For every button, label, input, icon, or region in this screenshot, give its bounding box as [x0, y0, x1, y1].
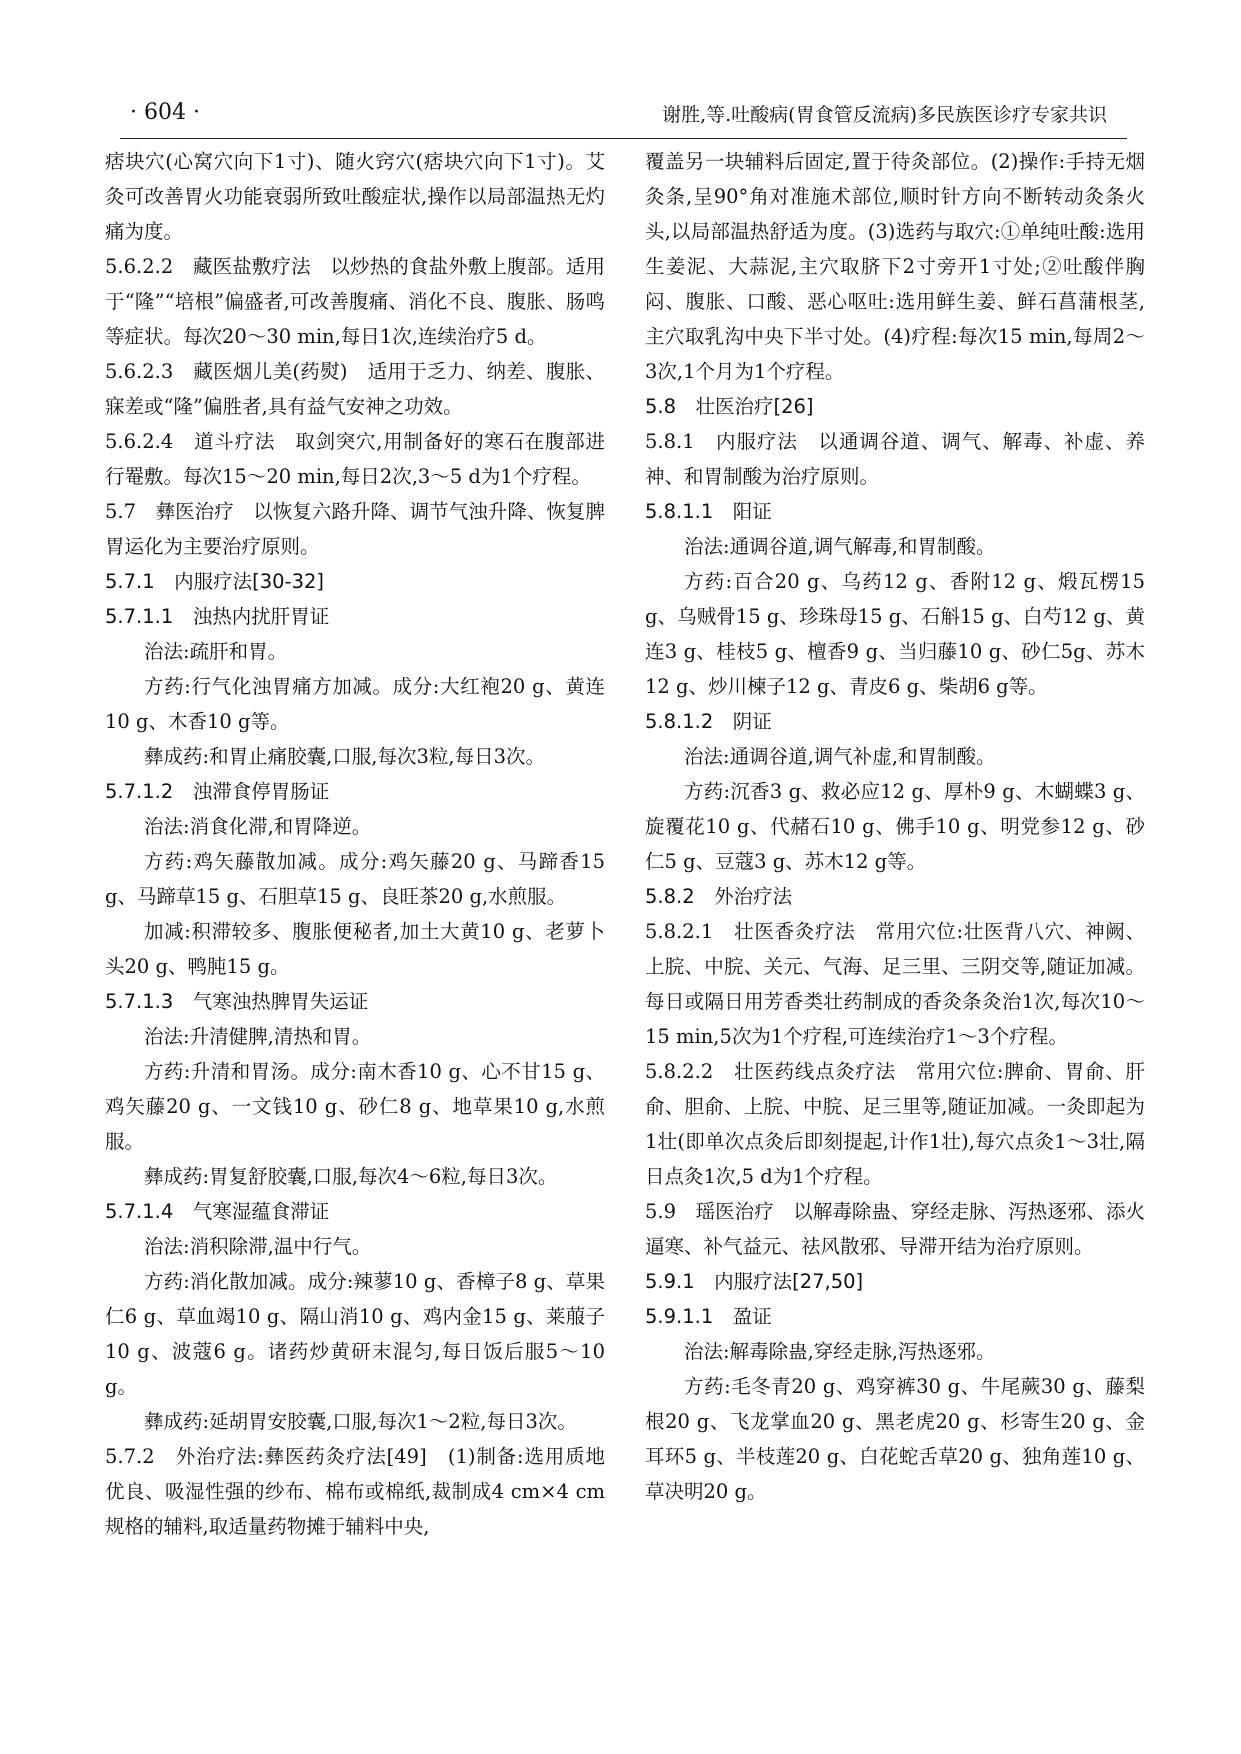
body-paragraph: 方药:升清和胃汤。成分:南木香10 g、心不甘15 g、鸡矢藤20 g、一文钱10 g、砂仁8 g、地草果10 g,水煎服。: [105, 1060, 605, 1153]
body-paragraph: 治法:通调谷道,调气补虚,和胃制酸。: [684, 745, 996, 768]
section-heading: 5.8.2 外治疗法: [645, 885, 793, 908]
running-title: 谢胜,等.吐酸病(胃食管反流病)多民族医诊疗专家共识: [662, 104, 1107, 126]
body-paragraph: 5.6.2.3 藏医烟儿美(药熨) 适用于乏力、纳差、腹胀、寐差或“隆”偏胜者,具有益气安神之功效。: [105, 360, 605, 418]
body-paragraph: 方药:百合20 g、乌药12 g、香附12 g、煅瓦楞15 g、乌贼骨15 g、珍珠母15 g、石斛15 g、白芍12 g、黄连3 g、桂枝5 g、檀香9 g、当归藤10 g、砂仁5g、苏木12 g、炒川楝子12 g、青皮6 g、柴胡6 g等。: [645, 570, 1145, 698]
body-paragraph: 加减:积滞较多、腹胀便秘者,加土大黄10 g、老萝卜头20 g、鸭肫15 g。: [105, 920, 605, 978]
header-rule: [120, 138, 1127, 139]
section-heading: 5.8.1.2 阴证: [645, 710, 772, 733]
body-paragraph: 5.7.2 外治疗法:彝医药灸疗法[49] (1)制备:选用质地优良、吸湿性强的纱布、棉布或棉纸,裁制成4 cm×4 cm规格的辅料,取适量药物摊于辅料中央,: [105, 1445, 605, 1538]
body-paragraph: 彝成药:延胡胃安胶囊,口服,每次1～2粒,每日3次。: [144, 1410, 577, 1433]
section-heading: 5.7.1.4 气寒湿蕴食滞证: [105, 1200, 330, 1223]
section-heading: 5.9.1 内服疗法[27,50]: [645, 1270, 864, 1293]
page-header: [120, 96, 1121, 134]
left-column: [105, 144, 605, 1544]
section-heading: 5.7.1 内服疗法[30-32]: [105, 570, 324, 593]
section-heading: 5.8 壮医治疗[26]: [645, 395, 814, 418]
section-heading: 5.7.1.3 气寒浊热脾胃失运证: [105, 990, 369, 1013]
body-paragraph: 方药:消化散加减。成分:辣蓼10 g、香樟子8 g、草果仁6 g、草血竭10 g、隔山消10 g、鸡内金15 g、莱菔子10 g、波蔻6 g。诸药炒黄研末混匀,每日饭后服5～10 g。: [105, 1270, 605, 1398]
body-paragraph: 彝成药:胃复舒胶囊,口服,每次4～6粒,每日3次。: [144, 1165, 558, 1188]
body-paragraph: 方药:沉香3 g、救必应12 g、厚朴9 g、木蝴蝶3 g、旋覆花10 g、代赭石10 g、佛手10 g、明党参12 g、砂仁5 g、豆蔻3 g、苏木12 g等。: [645, 780, 1145, 873]
body-paragraph: 5.9 瑶医治疗 以解毒除蛊、穿经走脉、泻热逐邪、添火逼寒、补气益元、祛风散邪、导滞开结为治疗原则。: [645, 1200, 1145, 1258]
body-paragraph: 5.8.1 内服疗法 以通调谷道、调气、解毒、补虚、养神、和胃制酸为治疗原则。: [645, 430, 1145, 488]
body-paragraph: 彝成药:和胃止痛胶囊,口服,每次3粒,每日3次。: [144, 745, 545, 768]
body-paragraph: 治法:通调谷道,调气解毒,和胃制酸。: [684, 535, 996, 558]
section-heading: 5.9.1.1 盈证: [645, 1305, 772, 1328]
body-paragraph: 痞块穴(心窝穴向下1寸)、随火窍穴(痞块穴向下1寸)。艾灸可改善胃火功能衰弱所致吐酸症状,操作以局部温热无灼痛为度。: [105, 150, 605, 243]
body-paragraph: 治法:消积除滞,温中行气。: [144, 1235, 372, 1258]
section-heading: 5.7.1.1 浊热内扰肝胃证: [105, 605, 330, 628]
section-heading: 5.8.1.1 阳证: [645, 500, 772, 523]
body-paragraph: 5.7 彝医治疗 以恢复六路升降、调节气浊升降、恢复脾胃运化为主要治疗原则。: [105, 500, 605, 558]
body-paragraph: 覆盖另一块辅料后固定,置于待灸部位。(2)操作:手持无烟灸条,呈90°角对准施术部位,顺时针方向不断转动灸条火头,以局部温热舒适为度。(3)选药与取穴:①单纯吐酸:选用生姜泥、大蒜泥,主穴取脐下2寸旁开1寸处;②吐酸伴胸闷、腹胀、口酸、恶心呕吐:选用鲜生姜、鲜石菖蒲根茎,主穴取乳沟中央下半寸处。(4)疗程:每次15 min,每周2～3次,1个月为1个疗程。: [645, 150, 1145, 383]
body-paragraph: 方药:行气化浊胃痛方加减。成分:大红袍20 g、黄连10 g、木香10 g等。: [105, 675, 605, 733]
page-number: · 604 ·: [130, 100, 200, 125]
body-paragraph: 治法:升清健脾,清热和胃。: [144, 1025, 372, 1048]
body-paragraph: 5.8.2.2 壮医药线点灸疗法 常用穴位:脾俞、胃俞、肝俞、胆俞、上脘、中脘、足三里等,随证加减。一灸即起为1壮(即单次点灸后即刻提起,计作1壮),每穴点灸1～3壮,隔日点灸1次,5 d为1个疗程。: [645, 1060, 1145, 1188]
body-paragraph: 5.6.2.2 藏医盐敷疗法 以炒热的食盐外敷上腹部。适用于“隆”“培根”偏盛者,可改善腹痛、消化不良、腹胀、肠鸣等症状。每次20～30 min,每日1次,连续治疗5 d。: [105, 255, 605, 348]
body-paragraph: 5.8.2.1 壮医香灸疗法 常用穴位:壮医背八穴、神阙、上脘、中脘、关元、气海、足三里、三阴交等,随证加减。每日或隔日用芳香类壮药制成的香灸条灸治1次,每次10～15 min,5次为1个疗程,可连续治疗1～3个疗程。: [645, 920, 1145, 1048]
body-paragraph: 方药:鸡矢藤散加减。成分:鸡矢藤20 g、马蹄香15 g、马蹄草15 g、石胆草15 g、良旺茶20 g,水煎服。: [105, 850, 605, 908]
body-paragraph: 治法:解毒除蛊,穿经走脉,泻热逐邪。: [684, 1340, 996, 1363]
body-paragraph: 方药:毛冬青20 g、鸡穿裤30 g、牛尾蕨30 g、藤梨根20 g、飞龙掌血20 g、黑老虎20 g、杉寄生20 g、金耳环5 g、半枝莲20 g、白花蛇舌草20 g、独角莲10 g、草决明20 g。: [645, 1375, 1145, 1503]
body-paragraph: 5.6.2.4 道斗疗法 取剑突穴,用制备好的寒石在腹部进行罨敷。每次15～20 min,每日2次,3～5 d为1个疗程。: [105, 430, 605, 488]
right-column: [645, 144, 1145, 1509]
body-paragraph: 治法:疏肝和胃。: [144, 640, 288, 663]
section-heading: 5.7.1.2 浊滞食停胃肠证: [105, 780, 330, 803]
body-paragraph: 治法:消食化滞,和胃降逆。: [144, 815, 372, 838]
